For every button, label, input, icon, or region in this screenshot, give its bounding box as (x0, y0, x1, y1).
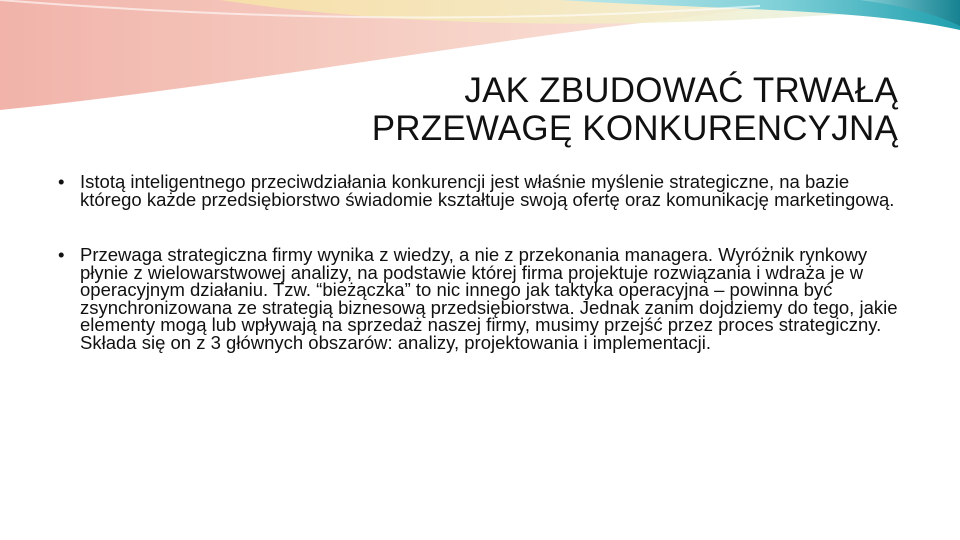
bullet-item-2 (58, 246, 900, 351)
slide-title-line-2: PRZEWAGĘ KONKURENCYJNĄ (371, 109, 898, 148)
bullet-item-1 (58, 173, 900, 208)
slide-body (58, 173, 900, 351)
bullet-dot-icon: • (58, 244, 65, 265)
slide-title (258, 72, 898, 148)
bullet-text-1: Istotą inteligentnego przeciwdziałania konkurencji jest właśnie myślenie strategiczne, na bazie którego każde przedsiębiorstwo świadomie kształtuje swoją ofertę oraz komunikację marketingową. (80, 171, 895, 210)
bullet-text-2: Przewaga strategiczna firmy wynika z wiedzy, a nie z przekonania managera. Wyróżnik rynkowy płynie z wielowarstwowej analizy, na podstawie której firma projektuje rozwiązania i wdraża je w operacyjnym działaniu. Tzw. “bieżączka” to nic innego jak taktyka operacyjna – powinna być zsynchronizowana ze strategią biznesową przedsiębiorstwa. Jednak zanim dojdziemy do tego, jakie elementy mogą lub wpływają na sprzedaż naszej firmy, musimy przejść przez proces strategiczny. Składa się on z 3 głównych obszarów: analizy, projektowania i implementacji. (80, 244, 898, 353)
bullet-dot-icon: • (58, 171, 65, 192)
slide-title-line-1: JAK ZBUDOWAĆ TRWAŁĄ (464, 71, 898, 110)
